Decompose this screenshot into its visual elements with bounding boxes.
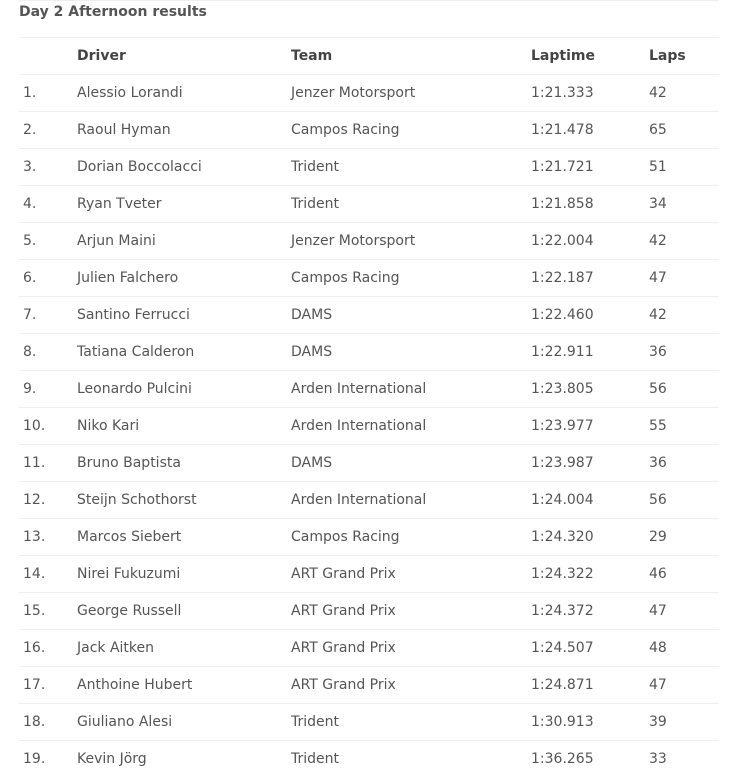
cell-position: 5.: [19, 223, 73, 260]
cell-position: 6.: [19, 260, 73, 297]
table-row: [19, 297, 719, 334]
cell-laps: 56: [645, 371, 719, 408]
cell-driver: Leonardo Pulcini: [73, 371, 287, 408]
cell-laps: 42: [645, 223, 719, 260]
cell-laptime: 1:23.977: [527, 408, 645, 445]
cell-position: 18.: [19, 704, 73, 741]
cell-driver: Jack Aitken: [73, 630, 287, 667]
cell-position: 1.: [19, 75, 73, 112]
table-row: [19, 630, 719, 667]
table-row: [19, 223, 719, 260]
cell-position: 2.: [19, 112, 73, 149]
cell-laps: 51: [645, 149, 719, 186]
cell-team: Arden International: [287, 371, 527, 408]
table-row: [19, 149, 719, 186]
cell-team: Campos Racing: [287, 260, 527, 297]
cell-driver: Julien Falchero: [73, 260, 287, 297]
cell-team: Campos Racing: [287, 519, 527, 556]
table-row: [19, 408, 719, 445]
cell-position: 3.: [19, 149, 73, 186]
cell-driver: Niko Kari: [73, 408, 287, 445]
page-title: Day 2 Afternoon results: [19, 3, 207, 21]
cell-laptime: 1:21.858: [527, 186, 645, 223]
cell-laps: 29: [645, 519, 719, 556]
table-row: [19, 260, 719, 297]
table-row: [19, 556, 719, 593]
cell-driver: Nirei Fukuzumi: [73, 556, 287, 593]
table-row: [19, 593, 719, 630]
cell-driver: Dorian Boccolacci: [73, 149, 287, 186]
cell-laps: 36: [645, 334, 719, 371]
cell-laptime: 1:22.911: [527, 334, 645, 371]
cell-position: 4.: [19, 186, 73, 223]
cell-laps: 42: [645, 75, 719, 112]
header-laptime: Laptime: [527, 38, 645, 75]
table-row: [19, 112, 719, 149]
cell-team: DAMS: [287, 334, 527, 371]
cell-team: Trident: [287, 186, 527, 223]
header-driver: Driver: [73, 38, 287, 75]
cell-laptime: 1:22.187: [527, 260, 645, 297]
cell-team: Arden International: [287, 408, 527, 445]
cell-position: 14.: [19, 556, 73, 593]
top-divider: [19, 0, 719, 1]
cell-driver: Raoul Hyman: [73, 112, 287, 149]
cell-team: Trident: [287, 149, 527, 186]
cell-laptime: 1:24.322: [527, 556, 645, 593]
cell-driver: George Russell: [73, 593, 287, 630]
cell-laptime: 1:22.460: [527, 297, 645, 334]
cell-laps: 33: [645, 741, 719, 777]
cell-team: Trident: [287, 704, 527, 741]
cell-driver: Ryan Tveter: [73, 186, 287, 223]
cell-driver: Alessio Lorandi: [73, 75, 287, 112]
cell-driver: Arjun Maini: [73, 223, 287, 260]
cell-driver: Giuliano Alesi: [73, 704, 287, 741]
cell-driver: Santino Ferrucci: [73, 297, 287, 334]
cell-laps: 47: [645, 593, 719, 630]
table-row: [19, 519, 719, 556]
table-row: [19, 667, 719, 704]
cell-position: 19.: [19, 741, 73, 777]
cell-laps: 36: [645, 445, 719, 482]
cell-team: ART Grand Prix: [287, 593, 527, 630]
cell-driver: Steijn Schothorst: [73, 482, 287, 519]
table-row: [19, 371, 719, 408]
cell-laps: 34: [645, 186, 719, 223]
table-row: [19, 334, 719, 371]
cell-team: Campos Racing: [287, 112, 527, 149]
cell-team: DAMS: [287, 445, 527, 482]
cell-team: Jenzer Motorsport: [287, 223, 527, 260]
cell-team: Arden International: [287, 482, 527, 519]
cell-team: ART Grand Prix: [287, 556, 527, 593]
cell-position: 7.: [19, 297, 73, 334]
header-laps: Laps: [645, 38, 719, 75]
cell-driver: Anthoine Hubert: [73, 667, 287, 704]
cell-team: Trident: [287, 741, 527, 777]
table-row: [19, 741, 719, 777]
cell-laps: 55: [645, 408, 719, 445]
cell-laps: 39: [645, 704, 719, 741]
cell-team: Jenzer Motorsport: [287, 75, 527, 112]
cell-laptime: 1:24.004: [527, 482, 645, 519]
cell-driver: Kevin Jörg: [73, 741, 287, 777]
cell-laptime: 1:24.320: [527, 519, 645, 556]
cell-laps: 46: [645, 556, 719, 593]
cell-laptime: 1:23.805: [527, 371, 645, 408]
cell-position: 9.: [19, 371, 73, 408]
cell-laptime: 1:22.004: [527, 223, 645, 260]
table-row: [19, 445, 719, 482]
cell-position: 10.: [19, 408, 73, 445]
cell-laps: 47: [645, 667, 719, 704]
cell-laptime: 1:21.478: [527, 112, 645, 149]
cell-laps: 42: [645, 297, 719, 334]
cell-position: 16.: [19, 630, 73, 667]
cell-laptime: 1:36.265: [527, 741, 645, 777]
cell-laps: 56: [645, 482, 719, 519]
cell-driver: Marcos Siebert: [73, 519, 287, 556]
results-table: [19, 37, 719, 777]
header-team: Team: [287, 38, 527, 75]
cell-laptime: 1:30.913: [527, 704, 645, 741]
cell-position: 13.: [19, 519, 73, 556]
cell-laptime: 1:23.987: [527, 445, 645, 482]
cell-laps: 47: [645, 260, 719, 297]
cell-team: DAMS: [287, 297, 527, 334]
cell-laps: 65: [645, 112, 719, 149]
table-header-row: [19, 38, 719, 75]
cell-laptime: 1:24.507: [527, 630, 645, 667]
cell-position: 11.: [19, 445, 73, 482]
table-row: [19, 186, 719, 223]
cell-driver: Tatiana Calderon: [73, 334, 287, 371]
cell-position: 15.: [19, 593, 73, 630]
cell-laptime: 1:21.333: [527, 75, 645, 112]
cell-position: 17.: [19, 667, 73, 704]
cell-laps: 48: [645, 630, 719, 667]
cell-position: 8.: [19, 334, 73, 371]
cell-driver: Bruno Baptista: [73, 445, 287, 482]
cell-laptime: 1:21.721: [527, 149, 645, 186]
cell-team: ART Grand Prix: [287, 667, 527, 704]
header-position: [19, 38, 73, 75]
table-row: [19, 75, 719, 112]
table-row: [19, 482, 719, 519]
cell-position: 12.: [19, 482, 73, 519]
cell-laptime: 1:24.372: [527, 593, 645, 630]
cell-laptime: 1:24.871: [527, 667, 645, 704]
cell-team: ART Grand Prix: [287, 630, 527, 667]
table-row: [19, 704, 719, 741]
